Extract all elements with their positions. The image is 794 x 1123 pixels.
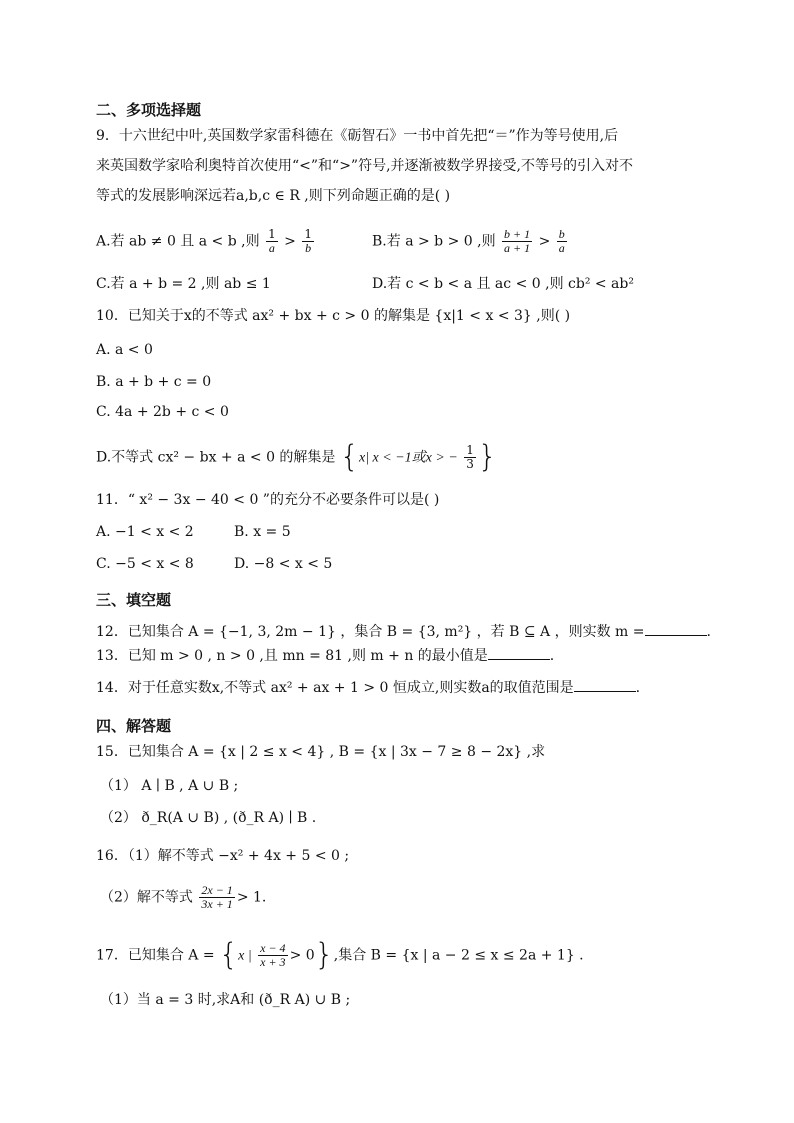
q11-option-c: C. −5 < x < 8 <box>96 556 194 572</box>
q14-text: 14．对于任意实数x,不等式 ax² + ax + 1 > 0 恒成立,则实数a的取值范围是 <box>96 680 574 696</box>
left-brace: { <box>219 937 239 973</box>
q13-answer-blank[interactable] <box>488 659 550 660</box>
fraction-b1-over-a1 <box>502 228 532 255</box>
greater-sign: > <box>284 233 296 250</box>
q9-option-b <box>372 228 569 255</box>
q12-text: 12．已知集合 A = {−1, 3, 2m − 1} ，集合 B = {3, m²} ，若 B ⊆ A ，则实数 m = <box>96 624 645 640</box>
q13-period: . <box>549 648 555 664</box>
q14-answer-blank[interactable] <box>574 691 636 692</box>
q11-stem: 11．“ x² − 3x − 40 < 0 ”的充分不必要条件可以是( ) <box>96 492 440 508</box>
q10-option-d <box>96 439 497 475</box>
right-brace: } <box>314 937 334 973</box>
frac-num: 2x − 1 <box>201 883 233 897</box>
frac-den: x + 3 <box>260 955 286 969</box>
frac-den: 3x + 1 <box>201 897 233 911</box>
q10-option-d-text: D.不等式 cx² − bx + a < 0 的解集是 <box>96 449 336 466</box>
frac-den: a <box>268 241 275 255</box>
frac-num: 1 <box>268 227 276 241</box>
q16-part-2 <box>100 884 266 911</box>
q17-set-var: x | <box>238 948 252 964</box>
q10-option-b: B. a + b + c = 0 <box>96 374 212 390</box>
q9-option-c: C.若 a + b = 2 ,则 ab ≤ 1 <box>96 276 271 292</box>
q9-option-a-text: A.若 ab ≠ 0 且 a < b ,则 <box>96 233 260 250</box>
section-heading-fill-blank: 三、填空题 <box>96 591 172 609</box>
frac-den: 3 <box>466 457 474 471</box>
q15-stem: 15．已知集合 A = {x | 2 ≤ x < 4} , B = {x | 3x − 7 ≥ 8 − 2x} ,求 <box>96 744 546 760</box>
fraction-1-over-3 <box>464 444 476 471</box>
q12-stem <box>96 622 711 642</box>
frac-num: 1 <box>466 443 474 457</box>
frac-den: a + 1 <box>504 241 531 255</box>
frac-num: b <box>558 227 565 241</box>
fraction-x-4-over-x-3 <box>258 942 287 969</box>
q9-line-2: 来英国数学家哈利奥特首次使用“<”和“>”符号,并逐渐被数学界接受,不等号的引入对不 <box>96 158 633 174</box>
section-heading-answer: 四、解答题 <box>96 717 172 735</box>
fraction-1-over-b <box>302 228 314 255</box>
q12-period: . <box>706 624 711 640</box>
q13-stem <box>96 646 554 666</box>
q10-option-d-set: x| x < −1或x > − <box>358 450 458 466</box>
frac-num: b + 1 <box>504 227 531 241</box>
q14-stem <box>96 678 640 698</box>
q11-option-d: D. −8 < x < 5 <box>234 556 333 572</box>
q9-option-b-text: B.若 a > b > 0 ,则 <box>372 233 496 250</box>
q16-part-2-post: > 1. <box>236 889 267 906</box>
q17-part-1: （1）当 a = 3 时,求A和 (ð_R A) ∪ B ; <box>100 992 351 1008</box>
q12-answer-blank[interactable] <box>645 635 707 636</box>
q9-line-1: 9．十六世纪中叶,英国数学家雷科德在《砺智石》一书中首先把“＝”作为等号使用,后 <box>96 128 619 144</box>
q11-option-a: A. −1 < x < 2 <box>96 524 194 540</box>
q9-option-a <box>96 228 316 255</box>
section-heading-multi-choice: 二、多项选择题 <box>96 101 202 119</box>
fraction-1-over-a <box>266 228 278 255</box>
q10-stem: 10．已知关于x的不等式 ax² + bx + c > 0 的解集是 {x|1 < x < 3} ,则( ) <box>96 308 571 324</box>
fraction-2x-1-over-3x-1 <box>199 884 234 911</box>
q15-part-1: （1） A ∣ B , A ∪ B ; <box>100 778 239 794</box>
frac-den: b <box>305 241 312 255</box>
frac-num: 1 <box>304 227 312 241</box>
q16-part-2-text: （2）解不等式 <box>100 889 193 906</box>
greater-zero: > 0 <box>289 947 315 964</box>
q13-text: 13．已知 m > 0 , n > 0 ,且 mn = 81 ,则 m + n 的最小值是 <box>96 648 488 664</box>
q17-text-post: ,集合 B = {x | a − 2 ≤ x ≤ 2a + 1} . <box>333 947 584 964</box>
q10-option-a: A. a < 0 <box>96 342 153 358</box>
left-brace: { <box>339 439 359 475</box>
q17-stem <box>96 937 584 973</box>
greater-sign: > <box>538 233 551 250</box>
right-brace: } <box>477 439 497 475</box>
q9-line-3: 等式的发展影响深远若a,b,c ∈ R ,则下列命题正确的是( ) <box>96 188 451 204</box>
q17-text: 17．已知集合 A = <box>96 947 215 964</box>
q9-option-d: D.若 c < b < a 且 ac < 0 ,则 cb² < ab² <box>372 276 634 292</box>
q14-period: . <box>635 680 641 696</box>
q10-option-c: C. 4a + 2b + c < 0 <box>96 404 229 420</box>
q16-part-1: 16．（1）解不等式 −x² + 4x + 5 < 0 ; <box>96 848 350 864</box>
q11-option-b: B. x = 5 <box>234 524 291 540</box>
fraction-b-over-a <box>557 228 567 255</box>
q15-part-2: （2） ð_R(A ∪ B) , (ð_R A) ∣ B . <box>100 810 317 826</box>
frac-num: x − 4 <box>260 941 286 955</box>
frac-den: a <box>558 241 565 255</box>
